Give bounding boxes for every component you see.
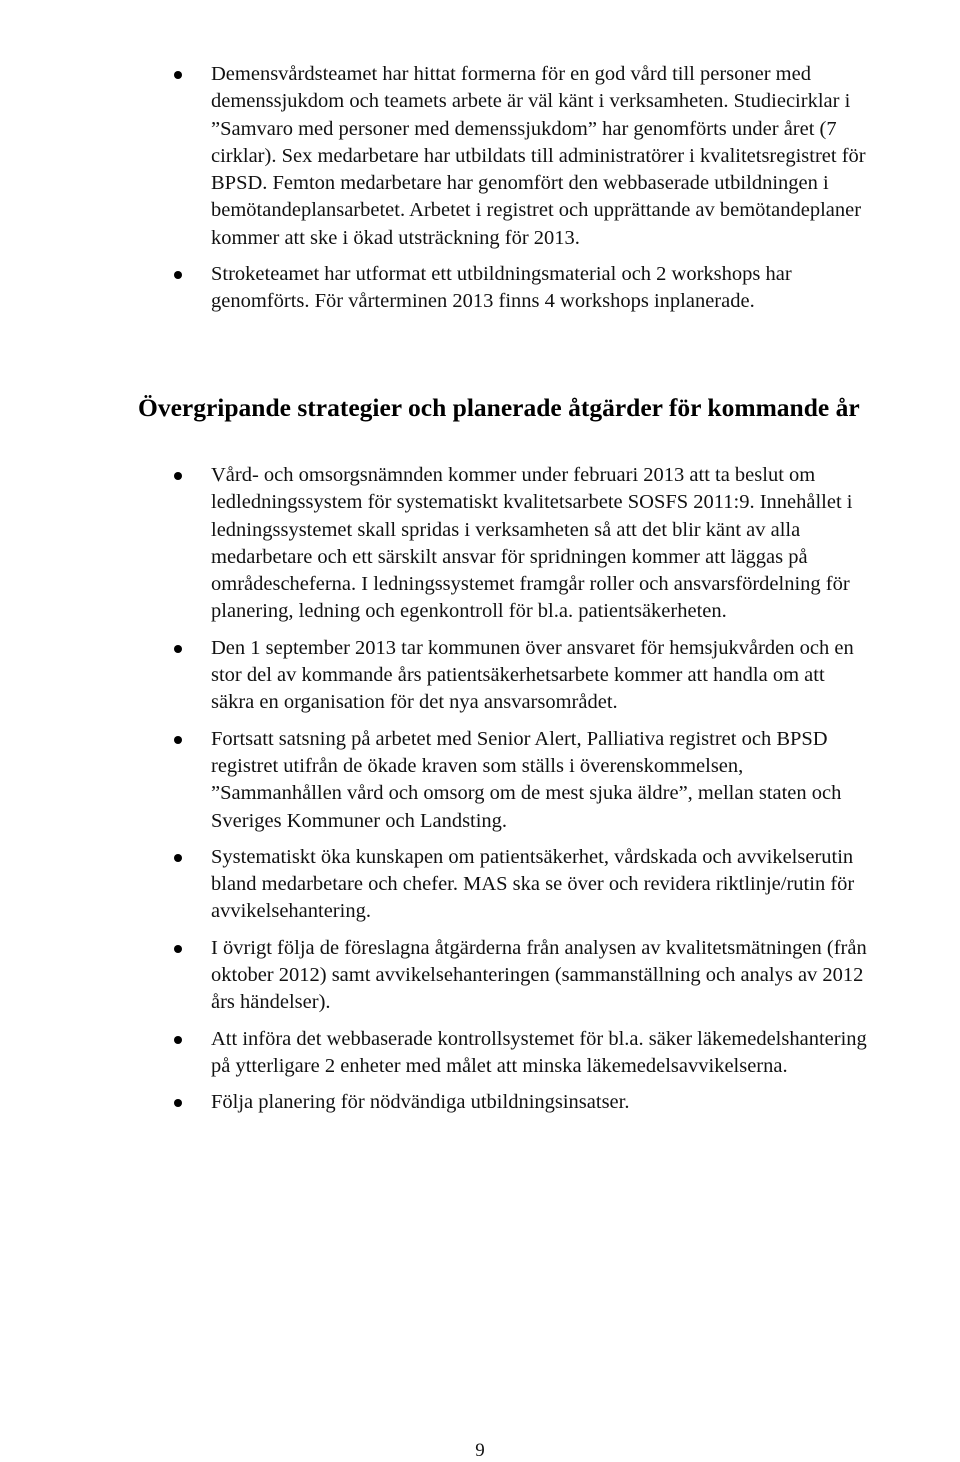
list-item-text: Den 1 september 2013 tar kommunen över ansvaret för hemsjukvården och en stor del av kommande års patientsäkerhetsarbete kommer att handla om att säkra en organisation för det nya ansvarsområdet. [211, 636, 854, 714]
list-item [0, 61, 960, 252]
page-number: 9 [475, 1440, 485, 1461]
bullet-icon [174, 736, 182, 744]
bullet-icon [174, 71, 182, 79]
list-item-text: Vård- och omsorgsnämnden kommer under februari 2013 att ta beslut om ledledningssystem för systematiskt kvalitetsarbete SOSFS 2011:9. Innehållet i ledningssystemet skall spridas i verksamheten så att det blir känt av alla medarbetare och ett särskilt ansvar för spridningen kommer att läggas på områdescheferna. I ledningssystemet framgår roller och ansvarsfördelning för planering, ledning och egenkontroll för bl.a. patientsäkerheten. [211, 464, 853, 623]
bullet-icon [174, 1036, 182, 1044]
bullet-icon [174, 472, 182, 480]
list-item-text: Systematiskt öka kunskapen om patientsäkerhet, vårdskada och avvikelserutin bland medarbetare och chefer. MAS ska se över och revidera riktlinje/rutin för avvikelsehantering. [211, 845, 855, 923]
list-item-text: Följa planering för nödvändiga utbildningsinsatser. [211, 1091, 630, 1114]
strategy-bullet-list [0, 462, 960, 1126]
list-item-text: Fortsatt satsning på arbetet med Senior Alert, Palliativa registret och BPSD registret utifrån de ökade kraven som ställs i överenskommelsen, ”Sammanhållen vård och omsorg om de mest sjuka äldre”, mellan staten och Sveriges Kommuner och Landsting. [211, 727, 842, 832]
list-item-text: Stroketeamet har utformat ett utbildningsmaterial och 2 workshops har genomförts. För vårterminen 2013 finns 4 workshops inplanerade. [211, 263, 792, 313]
list-item-text: I övrigt följa de föreslagna åtgärderna från analysen av kvalitetsmätningen (från oktober 2012) samt avvikelsehanteringen (sammanställning och analys av 2012 års händelser). [211, 936, 867, 1014]
list-item [0, 935, 960, 1017]
list-item-text: Att införa det webbaserade kontrollsystemet för bl.a. säker läkemedelshantering på ytterligare 2 enheter med målet att minska läkemedelsavvikelserna. [211, 1027, 867, 1077]
bullet-icon [174, 645, 182, 653]
list-item [0, 1089, 960, 1116]
bullet-icon [174, 1099, 182, 1107]
section-heading: Övergripande strategier och planerade åtgärder för kommande år [138, 393, 860, 422]
list-item [0, 726, 960, 835]
list-item [0, 1026, 960, 1081]
list-item [0, 261, 960, 316]
intro-bullet-list [0, 61, 960, 325]
list-item [0, 844, 960, 926]
list-item-text: Demensvårdsteamet har hittat formerna för en god vård till personer med demenssjukdom och teamets arbete är väl känt i verksamheten. Studiecirklar i ”Samvaro med personer med demenssjukdom” har genomförts under året (7 cirklar). Sex medarbetare har utbildats till administratörer i kvalitetsregistret för BPSD. Femton medarbetare har genomfört den webbaserade utbildningen i bemötandeplansarbetet. Arbetet i registret och upprättande av bemötandeplaner kommer att ske i ökad utsträckning för 2013. [211, 63, 866, 249]
bullet-icon [174, 854, 182, 862]
list-item [0, 635, 960, 717]
list-item [0, 462, 960, 626]
bullet-icon [174, 945, 182, 953]
bullet-icon [174, 271, 182, 279]
